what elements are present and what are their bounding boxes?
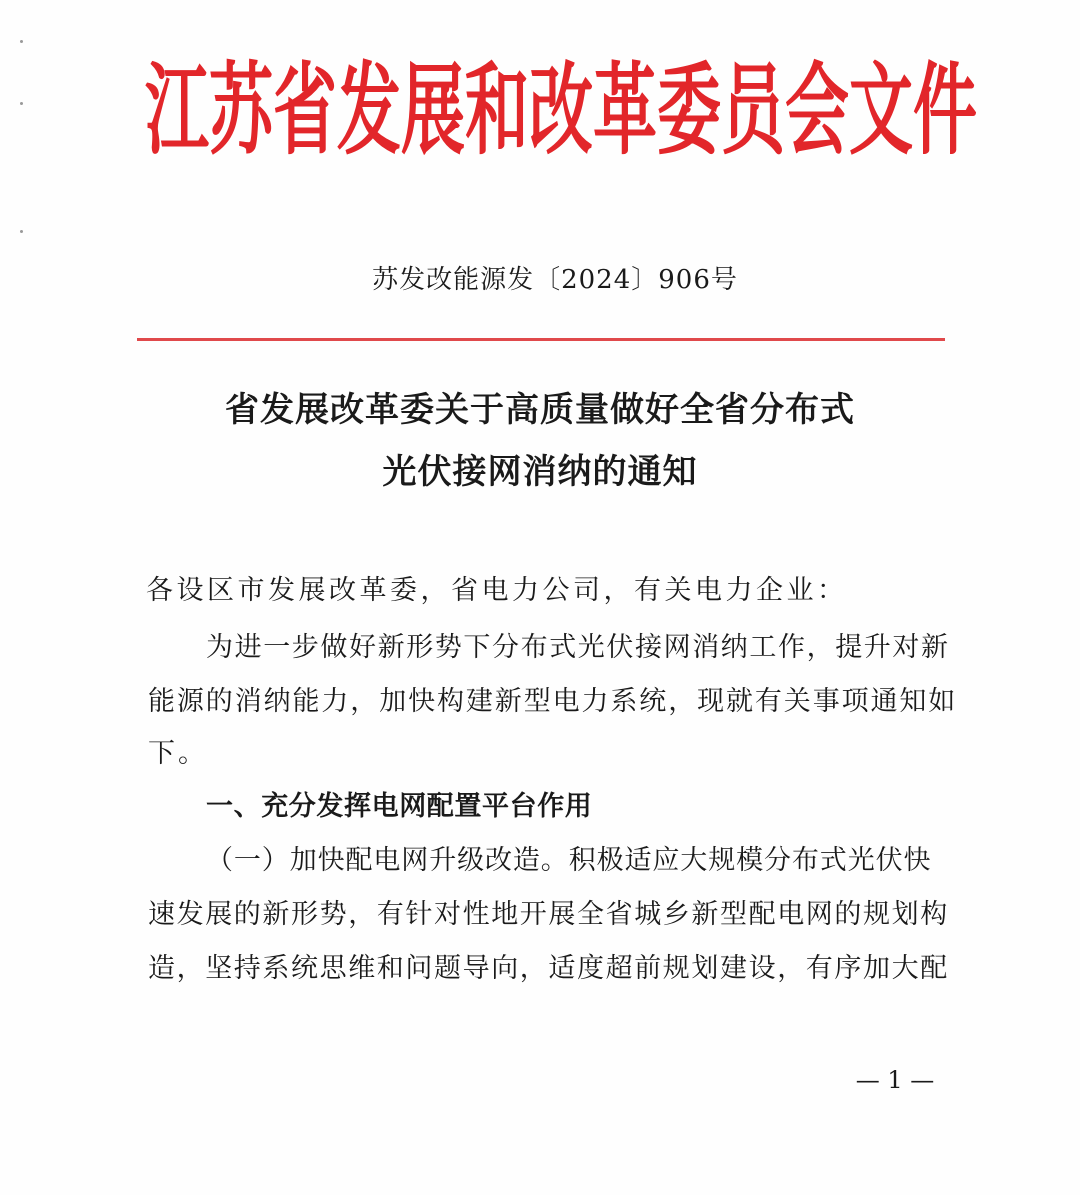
- red-divider-line: [137, 338, 945, 341]
- document-number: 苏发改能源发〔2024〕906号: [372, 265, 738, 295]
- section-heading: 一、充分发挥电网配置平台作用: [206, 791, 593, 822]
- page-number: — 1 —: [855, 1066, 935, 1094]
- paragraph-line: 为进一步做好新形势下分布式光伏接网消纳工作，提升对新: [206, 632, 950, 663]
- addressee-line: 各设区市发展改革委，省电力公司，有关电力企业：: [146, 575, 848, 606]
- notice-title-line-2: 光伏接网消纳的通知: [382, 452, 698, 492]
- issuing-authority-header: 江苏省发展和改革委员会文件: [145, 53, 977, 170]
- binding-hole-mark: [20, 102, 23, 105]
- binding-hole-mark: [20, 230, 23, 233]
- paragraph-line: 下。: [148, 738, 208, 769]
- paragraph-line: 造，坚持系统思维和问题导向，适度超前规划建设，有序加大配: [148, 953, 949, 984]
- paragraph-line: （一）加快配电网升级改造。积极适应大规模分布式光伏快: [206, 845, 932, 876]
- paragraph-line: 速发展的新形势，有针对性地开展全省城乡新型配电网的规划构: [148, 899, 949, 930]
- notice-title-line-1: 省发展改革委关于高质量做好全省分布式: [225, 390, 855, 430]
- binding-hole-mark: [20, 40, 23, 43]
- paragraph-line: 能源的消纳能力，加快构建新型电力系统，现就有关事项通知如: [148, 686, 958, 717]
